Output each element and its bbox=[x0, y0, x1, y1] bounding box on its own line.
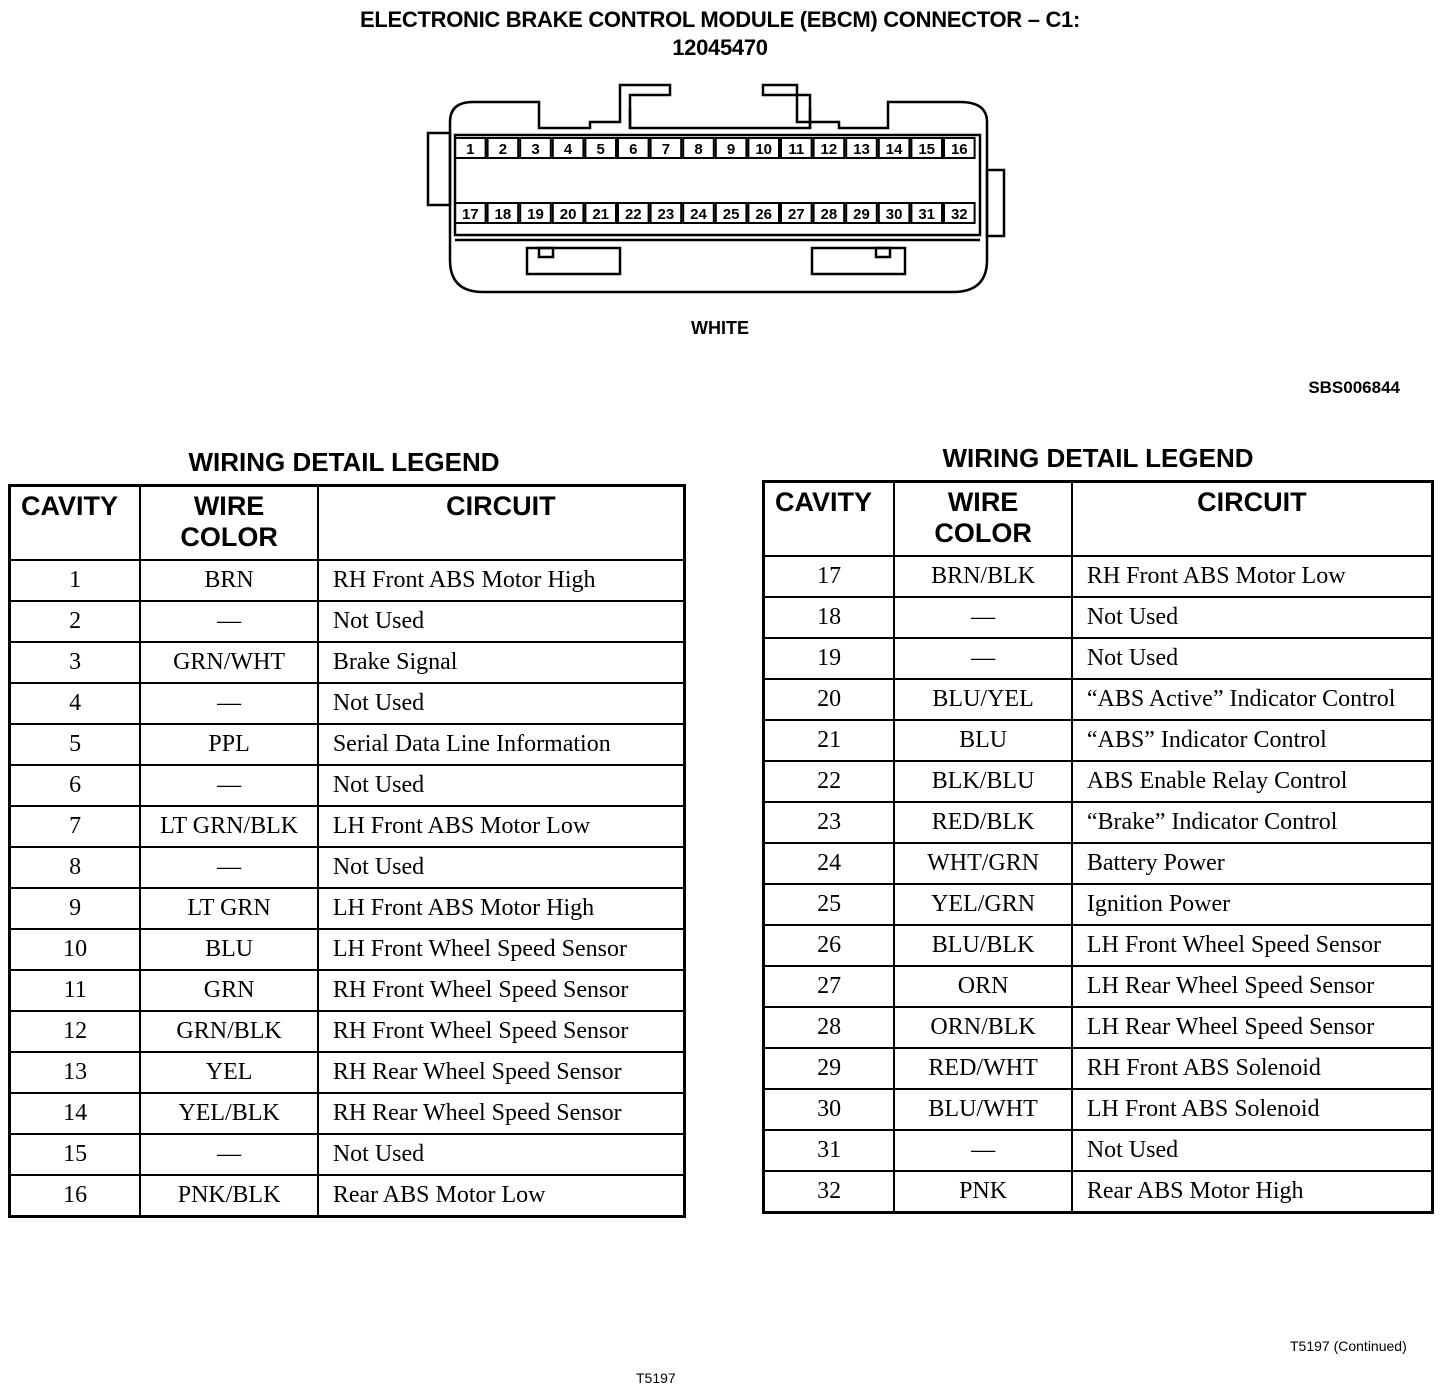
wire-color-cell: ORN bbox=[894, 966, 1071, 1007]
wire-color-cell: ORN/BLK bbox=[894, 1007, 1071, 1048]
wire-color-cell: PNK/BLK bbox=[140, 1175, 317, 1217]
circuit-cell: RH Front Wheel Speed Sensor bbox=[318, 1011, 685, 1052]
table-row bbox=[10, 1011, 685, 1052]
circuit-cell: LH Front ABS Motor High bbox=[318, 888, 685, 929]
pin-label: 25 bbox=[722, 206, 740, 223]
table-row bbox=[10, 1175, 685, 1217]
cavity-cell: 6 bbox=[10, 765, 141, 806]
wiring-table-right bbox=[762, 480, 1434, 1214]
table-code: T5197 (Continued) bbox=[1290, 1338, 1407, 1354]
wire-color-cell: BLK/BLU bbox=[894, 761, 1071, 802]
pin-label: 3 bbox=[531, 141, 540, 158]
pin-label: 31 bbox=[918, 206, 936, 223]
table-row bbox=[764, 884, 1433, 925]
legend-right bbox=[762, 442, 1434, 1214]
pin-label: 5 bbox=[596, 141, 605, 158]
cavity-cell: 9 bbox=[10, 888, 141, 929]
pin-label: 21 bbox=[592, 206, 610, 223]
pin-label: 7 bbox=[661, 141, 671, 158]
circuit-cell: Rear ABS Motor High bbox=[1072, 1171, 1433, 1213]
circuit-cell: RH Front ABS Solenoid bbox=[1072, 1048, 1433, 1089]
pin-label: 20 bbox=[559, 206, 577, 223]
wire-color-cell: LT GRN bbox=[140, 888, 317, 929]
circuit-cell: LH Rear Wheel Speed Sensor bbox=[1072, 1007, 1433, 1048]
pin-label: 2 bbox=[498, 141, 508, 158]
cavity-cell: 26 bbox=[764, 925, 895, 966]
table-row bbox=[10, 1134, 685, 1175]
table-row bbox=[764, 556, 1433, 597]
table-body bbox=[764, 556, 1433, 1213]
pin-label: 4 bbox=[563, 141, 573, 158]
circuit-cell: LH Rear Wheel Speed Sensor bbox=[1072, 966, 1433, 1007]
table-row bbox=[764, 638, 1433, 679]
wire-color-cell: RED/WHT bbox=[894, 1048, 1071, 1089]
cavity-cell: 16 bbox=[10, 1175, 141, 1217]
cavity-cell: 12 bbox=[10, 1011, 141, 1052]
wire-color-cell: RED/BLK bbox=[894, 802, 1071, 843]
pin-label: 1 bbox=[466, 141, 475, 158]
table-row bbox=[10, 929, 685, 970]
title-line-2: 12045470 bbox=[672, 35, 768, 60]
table-row bbox=[10, 560, 685, 601]
cavity-cell: 19 bbox=[764, 638, 895, 679]
cavity-cell: 24 bbox=[764, 843, 895, 884]
pin-label: 18 bbox=[494, 206, 512, 223]
connector-top-row bbox=[455, 138, 975, 158]
pin-label: 15 bbox=[918, 141, 936, 158]
table-row bbox=[764, 1130, 1433, 1171]
wire-color-cell: BLU bbox=[140, 929, 317, 970]
wire-color-cell: YEL/BLK bbox=[140, 1093, 317, 1134]
table-row bbox=[764, 1171, 1433, 1213]
wire-color-cell: — bbox=[894, 597, 1071, 638]
circuit-cell: LH Front ABS Solenoid bbox=[1072, 1089, 1433, 1130]
cavity-cell: 10 bbox=[10, 929, 141, 970]
table-row bbox=[10, 847, 685, 888]
connector-bottom-row bbox=[455, 203, 975, 223]
connector-diagram bbox=[425, 80, 1015, 300]
circuit-cell: RH Rear Wheel Speed Sensor bbox=[318, 1093, 685, 1134]
cavity-cell: 32 bbox=[764, 1171, 895, 1213]
circuit-cell: RH Front Wheel Speed Sensor bbox=[318, 970, 685, 1011]
wire-color-cell: — bbox=[140, 1134, 317, 1175]
pin-label: 8 bbox=[694, 141, 703, 158]
cavity-cell: 8 bbox=[10, 847, 141, 888]
wire-color-cell: GRN/WHT bbox=[140, 642, 317, 683]
circuit-cell: Not Used bbox=[1072, 597, 1433, 638]
wire-color-cell: LT GRN/BLK bbox=[140, 806, 317, 847]
col-header-wire-color: WIRE COLOR bbox=[140, 486, 317, 561]
cavity-cell: 21 bbox=[764, 720, 895, 761]
circuit-cell: RH Front ABS Motor High bbox=[318, 560, 685, 601]
table-row bbox=[10, 765, 685, 806]
circuit-cell: Serial Data Line Information bbox=[318, 724, 685, 765]
table-row bbox=[764, 720, 1433, 761]
cavity-cell: 7 bbox=[10, 806, 141, 847]
cavity-cell: 23 bbox=[764, 802, 895, 843]
col-header-circuit: CIRCUIT bbox=[1072, 482, 1433, 557]
wire-color-cell: — bbox=[140, 683, 317, 724]
cavity-cell: 14 bbox=[10, 1093, 141, 1134]
pin-label: 28 bbox=[820, 206, 838, 223]
legend-left bbox=[8, 446, 686, 1218]
circuit-cell: Not Used bbox=[318, 601, 685, 642]
wire-color-cell: YEL/GRN bbox=[894, 884, 1071, 925]
cavity-cell: 28 bbox=[764, 1007, 895, 1048]
circuit-cell: RH Front ABS Motor Low bbox=[1072, 556, 1433, 597]
circuit-cell: LH Front Wheel Speed Sensor bbox=[1072, 925, 1433, 966]
table-row bbox=[764, 1089, 1433, 1130]
page-title bbox=[250, 6, 1190, 62]
table-row bbox=[10, 683, 685, 724]
pin-label: 30 bbox=[885, 206, 903, 223]
legend-heading: WIRING DETAIL LEGEND bbox=[188, 447, 500, 477]
circuit-cell: Not Used bbox=[1072, 638, 1433, 679]
wire-color-cell: YEL bbox=[140, 1052, 317, 1093]
cavity-cell: 2 bbox=[10, 601, 141, 642]
col-header-cavity: CAVITY bbox=[764, 482, 895, 557]
connector-color-label: WHITE bbox=[691, 318, 749, 338]
pin-label: 10 bbox=[755, 141, 773, 158]
wiring-table-left bbox=[8, 484, 686, 1218]
wire-color-cell: PNK bbox=[894, 1171, 1071, 1213]
wire-color-cell: PPL bbox=[140, 724, 317, 765]
circuit-cell: RH Rear Wheel Speed Sensor bbox=[318, 1052, 685, 1093]
cavity-cell: 22 bbox=[764, 761, 895, 802]
wire-color-cell: BRN/BLK bbox=[894, 556, 1071, 597]
table-code: T5197 bbox=[636, 1370, 676, 1386]
circuit-cell: Not Used bbox=[318, 765, 685, 806]
pin-label: 19 bbox=[527, 206, 544, 223]
table-row bbox=[764, 843, 1433, 884]
pin-label: 22 bbox=[624, 206, 642, 223]
wire-color-cell: GRN/BLK bbox=[140, 1011, 317, 1052]
circuit-cell: LH Front ABS Motor Low bbox=[318, 806, 685, 847]
wire-color-cell: — bbox=[140, 601, 317, 642]
title-line-1: ELECTRONIC BRAKE CONTROL MODULE (EBCM) CONNECTOR – C1: bbox=[360, 7, 1080, 32]
cavity-cell: 3 bbox=[10, 642, 141, 683]
table-row bbox=[10, 970, 685, 1011]
pin-label: 11 bbox=[788, 141, 805, 158]
pin-label: 27 bbox=[787, 206, 805, 223]
circuit-cell: Not Used bbox=[1072, 1130, 1433, 1171]
pin-label: 12 bbox=[820, 141, 838, 158]
cavity-cell: 18 bbox=[764, 597, 895, 638]
col-header-circuit: CIRCUIT bbox=[318, 486, 685, 561]
wire-color-cell: BLU/YEL bbox=[894, 679, 1071, 720]
table-row bbox=[10, 1093, 685, 1134]
cavity-cell: 1 bbox=[10, 560, 141, 601]
wire-color-cell: BRN bbox=[140, 560, 317, 601]
circuit-cell: Brake Signal bbox=[318, 642, 685, 683]
circuit-cell: “ABS” Indicator Control bbox=[1072, 720, 1433, 761]
cavity-cell: 13 bbox=[10, 1052, 141, 1093]
col-header-cavity: CAVITY bbox=[10, 486, 141, 561]
cavity-cell: 5 bbox=[10, 724, 141, 765]
cavity-cell: 20 bbox=[764, 679, 895, 720]
cavity-cell: 4 bbox=[10, 683, 141, 724]
pin-label: 9 bbox=[726, 141, 736, 158]
wire-color-cell: BLU bbox=[894, 720, 1071, 761]
table-row bbox=[764, 679, 1433, 720]
cavity-cell: 15 bbox=[10, 1134, 141, 1175]
table-row bbox=[10, 724, 685, 765]
wire-color-cell: — bbox=[140, 847, 317, 888]
circuit-cell: Not Used bbox=[318, 683, 685, 724]
cavity-cell: 11 bbox=[10, 970, 141, 1011]
wire-color-cell: — bbox=[894, 1130, 1071, 1171]
circuit-cell: Not Used bbox=[318, 1134, 685, 1175]
table-row bbox=[764, 802, 1433, 843]
circuit-cell: ABS Enable Relay Control bbox=[1072, 761, 1433, 802]
wire-color-cell: GRN bbox=[140, 970, 317, 1011]
pin-label: 16 bbox=[950, 141, 968, 158]
wire-color-cell: — bbox=[140, 765, 317, 806]
table-row bbox=[10, 601, 685, 642]
pin-label: 6 bbox=[629, 141, 638, 158]
col-header-wire-color: WIRE COLOR bbox=[894, 482, 1071, 557]
table-row bbox=[764, 1048, 1433, 1089]
circuit-cell: “Brake” Indicator Control bbox=[1072, 802, 1433, 843]
cavity-cell: 25 bbox=[764, 884, 895, 925]
pin-label: 29 bbox=[853, 206, 870, 223]
pin-label: 17 bbox=[461, 206, 479, 223]
cavity-cell: 31 bbox=[764, 1130, 895, 1171]
table-row bbox=[10, 806, 685, 847]
cavity-cell: 27 bbox=[764, 966, 895, 1007]
wire-color-cell: BLU/BLK bbox=[894, 925, 1071, 966]
table-row bbox=[764, 761, 1433, 802]
wire-color-cell: — bbox=[894, 638, 1071, 679]
legend-heading: WIRING DETAIL LEGEND bbox=[942, 443, 1254, 473]
circuit-cell: Rear ABS Motor Low bbox=[318, 1175, 685, 1217]
pin-label: 26 bbox=[755, 206, 773, 223]
table-row bbox=[764, 966, 1433, 1007]
circuit-cell: LH Front Wheel Speed Sensor bbox=[318, 929, 685, 970]
pin-label: 24 bbox=[690, 206, 707, 223]
pin-label: 13 bbox=[853, 141, 870, 158]
circuit-cell: “ABS Active” Indicator Control bbox=[1072, 679, 1433, 720]
figure-id: SBS006844 bbox=[1308, 378, 1400, 397]
cavity-cell: 30 bbox=[764, 1089, 895, 1130]
pin-label: 23 bbox=[657, 206, 675, 223]
circuit-cell: Ignition Power bbox=[1072, 884, 1433, 925]
table-row bbox=[764, 925, 1433, 966]
table-row bbox=[764, 1007, 1433, 1048]
table-body bbox=[10, 560, 685, 1217]
cavity-cell: 17 bbox=[764, 556, 895, 597]
pin-label: 32 bbox=[950, 206, 968, 223]
table-row bbox=[10, 1052, 685, 1093]
table-row bbox=[10, 642, 685, 683]
wire-color-cell: WHT/GRN bbox=[894, 843, 1071, 884]
table-row bbox=[764, 597, 1433, 638]
table-row bbox=[10, 888, 685, 929]
circuit-cell: Not Used bbox=[318, 847, 685, 888]
circuit-cell: Battery Power bbox=[1072, 843, 1433, 884]
cavity-cell: 29 bbox=[764, 1048, 895, 1089]
pin-label: 14 bbox=[885, 141, 903, 158]
wire-color-cell: BLU/WHT bbox=[894, 1089, 1071, 1130]
